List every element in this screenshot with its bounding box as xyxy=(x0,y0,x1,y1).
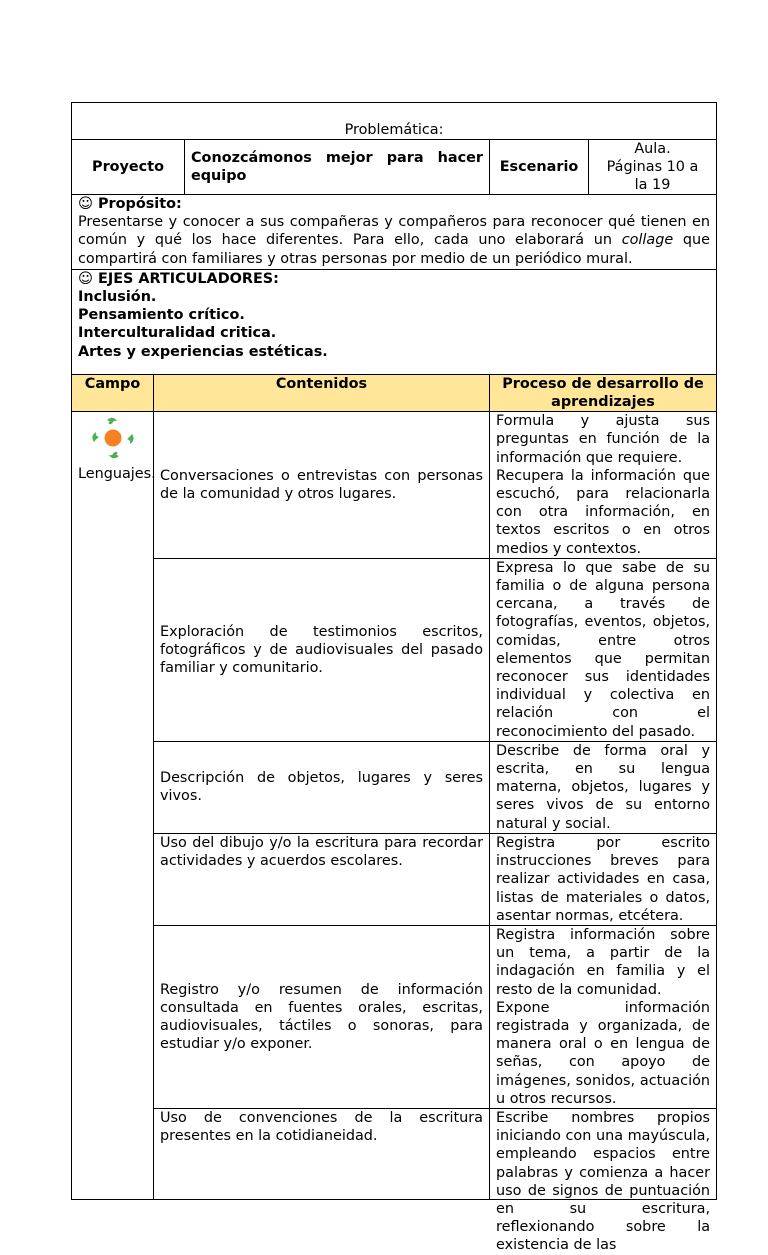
proceso-paragraph: Escribe nombres propios iniciando con una mayúscula, empleando espacios entre palabras y comienza a hacer uso de signos de puntuación en su escritura, reflexionando sobre la existencia de las xyxy=(496,1109,711,1254)
ejes-section xyxy=(72,269,717,374)
contenido-cell: Descripción de objetos, lugares y seres vivos. xyxy=(154,741,490,833)
proceso-paragraph: Registra información sobre un tema, a partir de la indagación en familia y el resto de la comunidad. xyxy=(496,926,711,998)
proceso-cell xyxy=(490,1108,717,1254)
escenario-value-aula: Aula. xyxy=(634,141,671,157)
proceso-paragraph: Expone información registrada y organizada, de manera oral o en lengua de señas, con apoyo de imágenes, sonidos, actuación u otros recursos. xyxy=(496,999,711,1107)
table-row xyxy=(72,412,717,559)
escenario-value-paginas: Páginas 10 a la 19 xyxy=(606,159,699,193)
proceso-paragraph: Formula y ajusta sus preguntas en función de la información que requiere. xyxy=(496,413,711,466)
proyecto-label: Proyecto xyxy=(72,140,185,195)
column-header-campo: Campo xyxy=(72,374,154,411)
proposito-title: ☺ Propósito: xyxy=(78,196,182,212)
proposito-section xyxy=(72,195,717,270)
lenguajes-icon xyxy=(88,414,138,462)
proyecto-title: Conozcámonos mejor para hacer equipo xyxy=(185,140,490,195)
eje-item: Inclusión. xyxy=(78,289,157,306)
table-row xyxy=(72,925,717,1108)
proceso-cell xyxy=(490,741,717,833)
proceso-paragraph: Registra por escrito instrucciones breves para realizar actividades en casa, listas de materiales o datos, asentar normas, etcétera. xyxy=(496,834,711,924)
campo-cell xyxy=(72,412,154,1200)
table-row xyxy=(72,833,717,925)
proceso-paragraph: Describe de forma oral y escrita, en su lengua materna, objetos, lugares y seres vivos de su entorno natural y social. xyxy=(496,742,711,832)
column-header-contenidos: Contenidos xyxy=(154,374,490,411)
proceso-cell xyxy=(490,558,717,741)
planning-table xyxy=(71,102,717,1254)
contenido-cell: Exploración de testimonios escritos, fotográficos y de audiovisuales del pasado familiar y comunitario. xyxy=(154,558,490,741)
table-row xyxy=(72,741,717,833)
proceso-cell xyxy=(490,833,717,925)
proposito-text-part-2: que compartirá con familiares y otras personas por medio de un periódico mural. xyxy=(78,232,711,267)
contenido-cell: Registro y/o resumen de información consultada en fuentes orales, escritas, audiovisuales, táctiles o sonoras, para estudiar y/o exponer. xyxy=(154,925,490,1108)
planning-document xyxy=(71,102,716,1254)
contenido-cell: Uso del dibujo y/o la escritura para recordar actividades y acuerdos escolares. xyxy=(154,833,490,925)
contenido-cell: Conversaciones o entrevistas con personas de la comunidad y otros lugares. xyxy=(154,412,490,559)
proceso-paragraph: Recupera la información que escuchó, para relacionarla con otra información, en textos escritos o en otros medios y contextos. xyxy=(496,467,711,557)
proposito-text xyxy=(78,213,710,268)
proceso-paragraph: Expresa lo que sabe de su familia o de alguna persona cercana, a través de fotografías, eventos, objetos, comidas, entre otros elementos que permitan reconocer sus identidades individual y colectiva en relación con el reconocimiento del pasado. xyxy=(496,559,711,740)
proceso-cell xyxy=(490,925,717,1108)
proceso-cell xyxy=(490,412,717,559)
escenario-label: Escenario xyxy=(490,140,589,195)
eje-item: Pensamiento crítico. xyxy=(78,307,245,324)
proposito-text-italic: collage xyxy=(621,232,674,249)
eje-item: Artes y experiencias estéticas. xyxy=(78,343,328,360)
eje-item: Interculturalidad critica. xyxy=(78,325,277,342)
proposito-text-part-1: Presentarse y conocer a sus compañeras y compañeros para reconocer qué tienen en común y qué los hace diferentes. Para ello, cada uno elaborará un xyxy=(78,214,711,249)
ejes-title: ☺ EJES ARTICULADORES: xyxy=(78,270,279,287)
campo-label: Lenguajes. xyxy=(78,466,156,483)
table-row xyxy=(72,558,717,741)
escenario-value xyxy=(589,140,717,195)
problematica-heading: Problemática: xyxy=(72,103,717,140)
column-header-proceso: Proceso de desarrollo de aprendizajes xyxy=(490,374,717,411)
table-row xyxy=(72,1108,717,1199)
contenido-cell: Uso de convenciones de la escritura presentes en la cotidianeidad. xyxy=(154,1108,490,1199)
